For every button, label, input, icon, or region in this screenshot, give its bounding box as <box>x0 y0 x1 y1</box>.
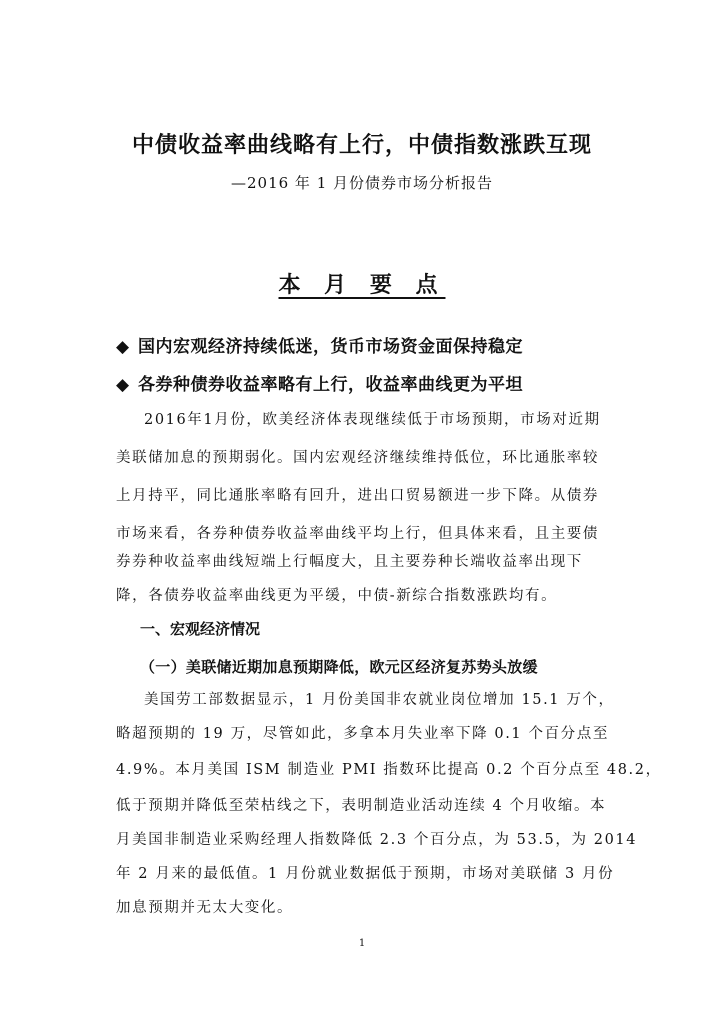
key-point-text: 各券种债券收益率略有上行，收益率曲线更为平坦 <box>138 375 523 395</box>
paragraph-line: 4.9%。本月美国 ISM 制造业 PMI 指数环比提高 0.2 个百分点至 48.2， <box>116 762 662 778</box>
paragraph-line: 美国劳工部数据显示，1 月份美国非农就业岗位增加 15.1 万个， <box>144 692 615 708</box>
key-point-1 <box>116 332 523 357</box>
subsection-heading: （一）美联储近期加息预期降低，欧元区经济复苏势头放缓 <box>140 658 538 676</box>
paragraph-line: 上月持平，同比通胀率略有回升，进出口贸易额进一步下降。从债券 <box>116 488 599 504</box>
paragraph-line: 降，各债券收益率曲线更为平缓，中债-新综合指数涨跌均有。 <box>116 588 558 604</box>
key-points-heading-text: 本 月 要 点 <box>278 273 446 298</box>
paragraph-line: 月美国非制造业采购经理人指数降低 2.3 个百分点，为 53.5，为 2014 <box>116 832 638 848</box>
paragraph-line: 低于预期并降低至荣枯线之下，表明制造业活动连续 4 个月收缩。本 <box>116 798 607 814</box>
page-title: 中债收益率曲线略有上行，中债指数涨跌互现 <box>131 133 592 158</box>
paragraph-line: 市场来看，各券种债券收益率曲线平均上行，但具体来看，且主要债 <box>116 526 599 542</box>
paragraph-line: 略超预期的 19 万，尽管如此，多拿本月失业率下降 0.1 个百分点至 <box>116 726 609 742</box>
paragraph-line: 年 2 月来的最低值。1 月份就业数据低于预期，市场对美联储 3 月份 <box>116 866 615 882</box>
section-heading: 一、宏观经济情况 <box>140 620 261 638</box>
key-point-text: 国内宏观经济持续低迷，货币市场资金面保持稳定 <box>138 337 523 357</box>
key-point-2 <box>116 370 523 395</box>
page-number: 1 <box>358 938 366 949</box>
diamond-bullet-icon: ◆ <box>116 375 130 395</box>
paragraph-line: 2016年1月份，欧美经济体表现继续低于市场预期，市场对近期 <box>144 412 601 428</box>
page-subtitle: —2016 年 1 月份债券市场分析报告 <box>230 174 494 192</box>
key-points-heading <box>0 268 724 299</box>
paragraph-line: 美联储加息的预期弱化。国内宏观经济继续维持低位，环比通胀率较 <box>116 450 599 466</box>
diamond-bullet-icon: ◆ <box>116 337 130 357</box>
paragraph-line: 加息预期并无太大变化。 <box>116 900 294 916</box>
paragraph-line: 券券种收益率曲线短端上行幅度大，且主要券种长端收益率出现下 <box>116 554 583 570</box>
